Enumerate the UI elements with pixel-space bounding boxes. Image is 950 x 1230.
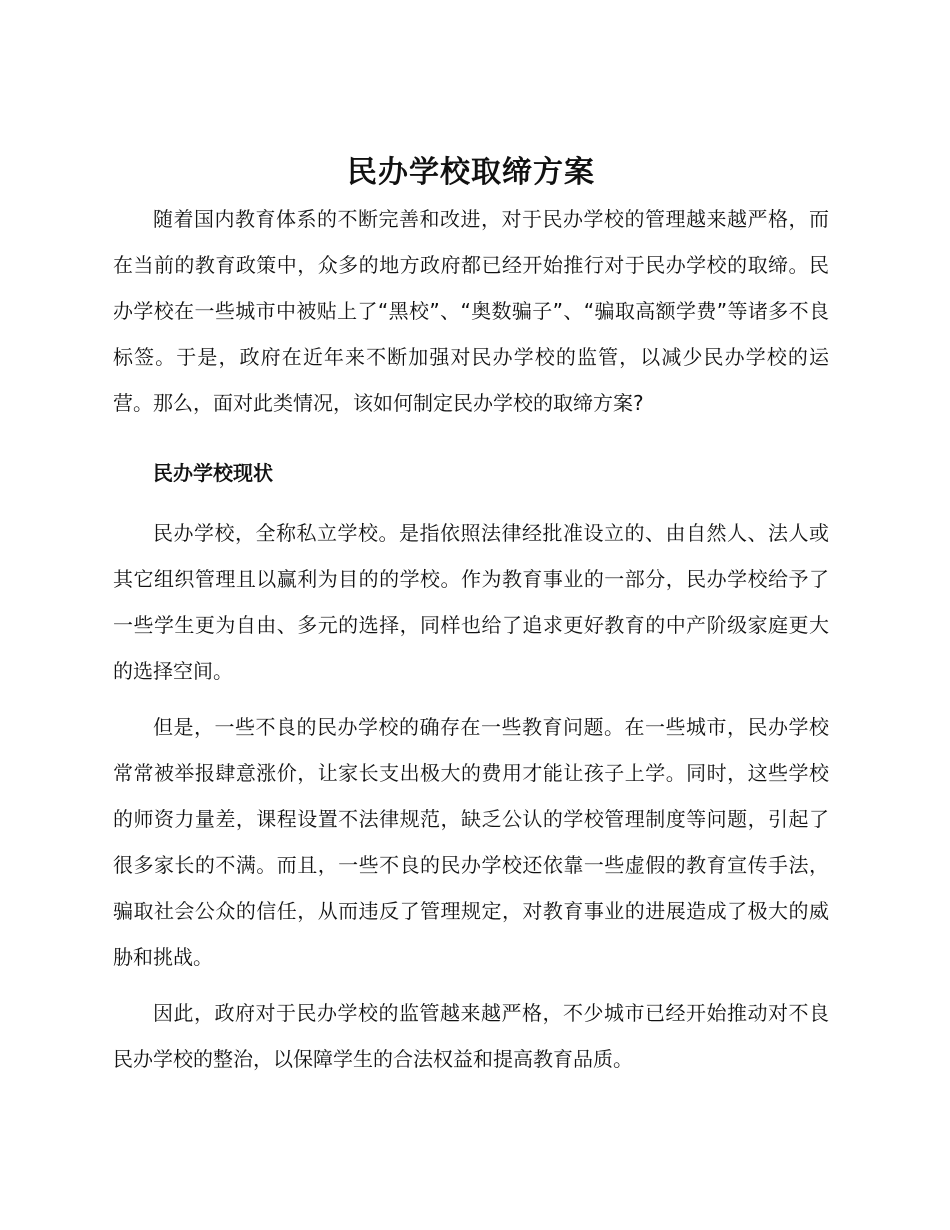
document-title: 民办学校取缔方案 bbox=[347, 155, 595, 190]
spacer bbox=[113, 426, 829, 450]
intro-paragraph: 随着国内教育体系的不断完善和改进，对于民办学校的管理越来越严格，而在当前的教育政策中，众多的地方政府都已经开始推行对于民办学校的取缔。民办学校在一些城市中被贴上了“黑校”、“奥数骗子”、“骗取高额学费”等诸多不良标签。于是，政府在近年来不断加强对民办学校的监管，以减少民办学校的运营。那么，面对此类情况，该如何制定民办学校的取缔方案? bbox=[113, 207, 829, 415]
body-paragraph-3: 因此，政府对于民办学校的监管越来越严格，不少城市已经开始推动对不良民办学校的整治，以保障学生的合法权益和提高教育品质。 bbox=[113, 1001, 829, 1071]
body-paragraph-1: 民办学校，全称私立学校。是指依照法律经批准设立的、由自然人、法人或其它组织管理且以赢利为目的的学校。作为教育事业的一部分，民办学校给予了一些学生更为自由、多元的选择，同样也给了追求更好教育的中产阶级家庭更大的选择空间。 bbox=[113, 521, 829, 683]
body-paragraph-2: 但是，一些不良的民办学校的确存在一些教育问题。在一些城市，民办学校常常被举报肆意涨价，让家长支出极大的费用才能让孩子上学。同时，这些学校的师资力量差，课程设置不法律规范，缺乏公认的学校管理制度等问题，引起了很多家长的不满。而且，一些不良的民办学校还依靠一些虚假的教育宣传手法，骗取社会公众的信任，从而违反了管理规定，对教育事业的进展造成了极大的威胁和挑战。 bbox=[113, 715, 829, 969]
spacer bbox=[113, 694, 829, 704]
spacer bbox=[113, 980, 829, 990]
document-page bbox=[113, 150, 829, 1082]
section-heading: 民办学校现状 bbox=[153, 461, 273, 485]
spacer bbox=[113, 496, 829, 510]
